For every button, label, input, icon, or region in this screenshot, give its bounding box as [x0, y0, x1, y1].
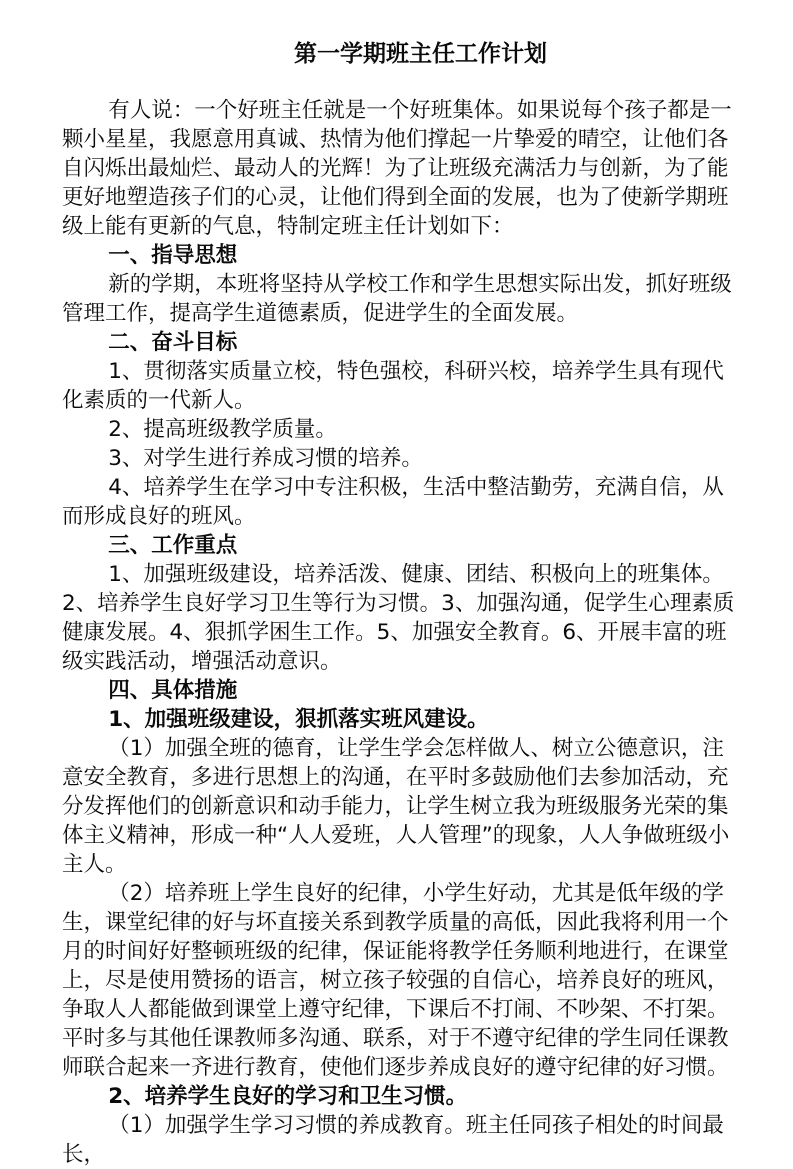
document-title: 第一学期班主任工作计划	[294, 41, 547, 67]
measure-1-para-1: （1）加强全班的德育，让学生学会怎样做人、树立公德意识，注意安全教育，多进行思想上的沟通，在平时多鼓励他们去参加活动，充分发挥他们的创新意识和动手能力，让学生树立我为班级服务光荣的集体主义精神，形成一种“人人爱班，人人管理”的现象，人人争做班级小主人。	[62, 736, 730, 877]
section-3-heading: 三、工作重点	[108, 533, 238, 558]
section-3-body: 1、加强班级建设，培养活泼、健康、团结、积极向上的班集体。2、培养学生良好学习卫生等行为习惯。3、加强沟通，促学生心理素质健康发展。4、狠抓学困生工作。5、加强安全教育。6、开展丰富的班级实践活动，增强活动意识。	[62, 562, 735, 674]
goal-item-1: 1、贯彻落实质量立校，特色强校，科研兴校，培养学生具有现代化素质的一代新人。	[62, 359, 724, 413]
goal-item-3: 3、对学生进行养成习惯的培养。	[108, 446, 423, 471]
goal-item-4: 4、培养学生在学习中专注积极，生活中整洁勤劳，充满自信，从而形成良好的班风。	[62, 475, 724, 529]
measure-1-heading: 1、加强班级建设，狠抓落实班风建设。	[108, 707, 489, 732]
section-2-heading: 二、奋斗目标	[108, 330, 238, 355]
section-1-heading: 一、指导思想	[108, 243, 238, 268]
section-4-heading: 四、具体措施	[108, 678, 238, 703]
measure-2-para-1: （1）加强学生学习习惯的养成教育。班主任同孩子相处的时间最长，	[62, 1113, 724, 1167]
measure-2-heading: 2、培养学生良好的学习和卫生习惯。	[108, 1084, 468, 1109]
section-1-body: 新的学期，本班将坚持从学校工作和学生思想实际出发，抓好班级管理工作，提高学生道德素质，促进学生的全面发展。	[62, 272, 732, 326]
intro-paragraph: 有人说：一个好班主任就是一个好班集体。如果说每个孩子都是一颗小星星，我愿意用真诚、热情为他们撑起一片挚爱的晴空，让他们各自闪烁出最灿烂、最动人的光辉！为了让班级充满活力与创新，为了能更好地塑造孩子们的心灵，让他们得到全面的发展，也为了使新学期班级上能有更新的气息，特制定班主任计划如下：	[62, 98, 732, 239]
goal-item-2: 2、提高班级教学质量。	[108, 417, 337, 442]
measure-1-para-2: （2）培养班上学生良好的纪律，小学生好动，尤其是低年级的学生，课堂纪律的好与坏直接关系到教学质量的高低，因此我将利用一个月的时间好好整顿班级的纪律，保证能将教学任务顺利地进行，在课堂上，尽是使用赞扬的语言，树立孩子较强的自信心，培养良好的班风，争取人人都能做到课堂上遵守纪律，下课后不打闹、不吵架、不打架。平时多与其他任课教师多沟通、联系，对于不遵守纪律的学生同任课教师联合起来一齐进行教育，使他们逐步养成良好的遵守纪律的好习惯。	[62, 881, 729, 1080]
